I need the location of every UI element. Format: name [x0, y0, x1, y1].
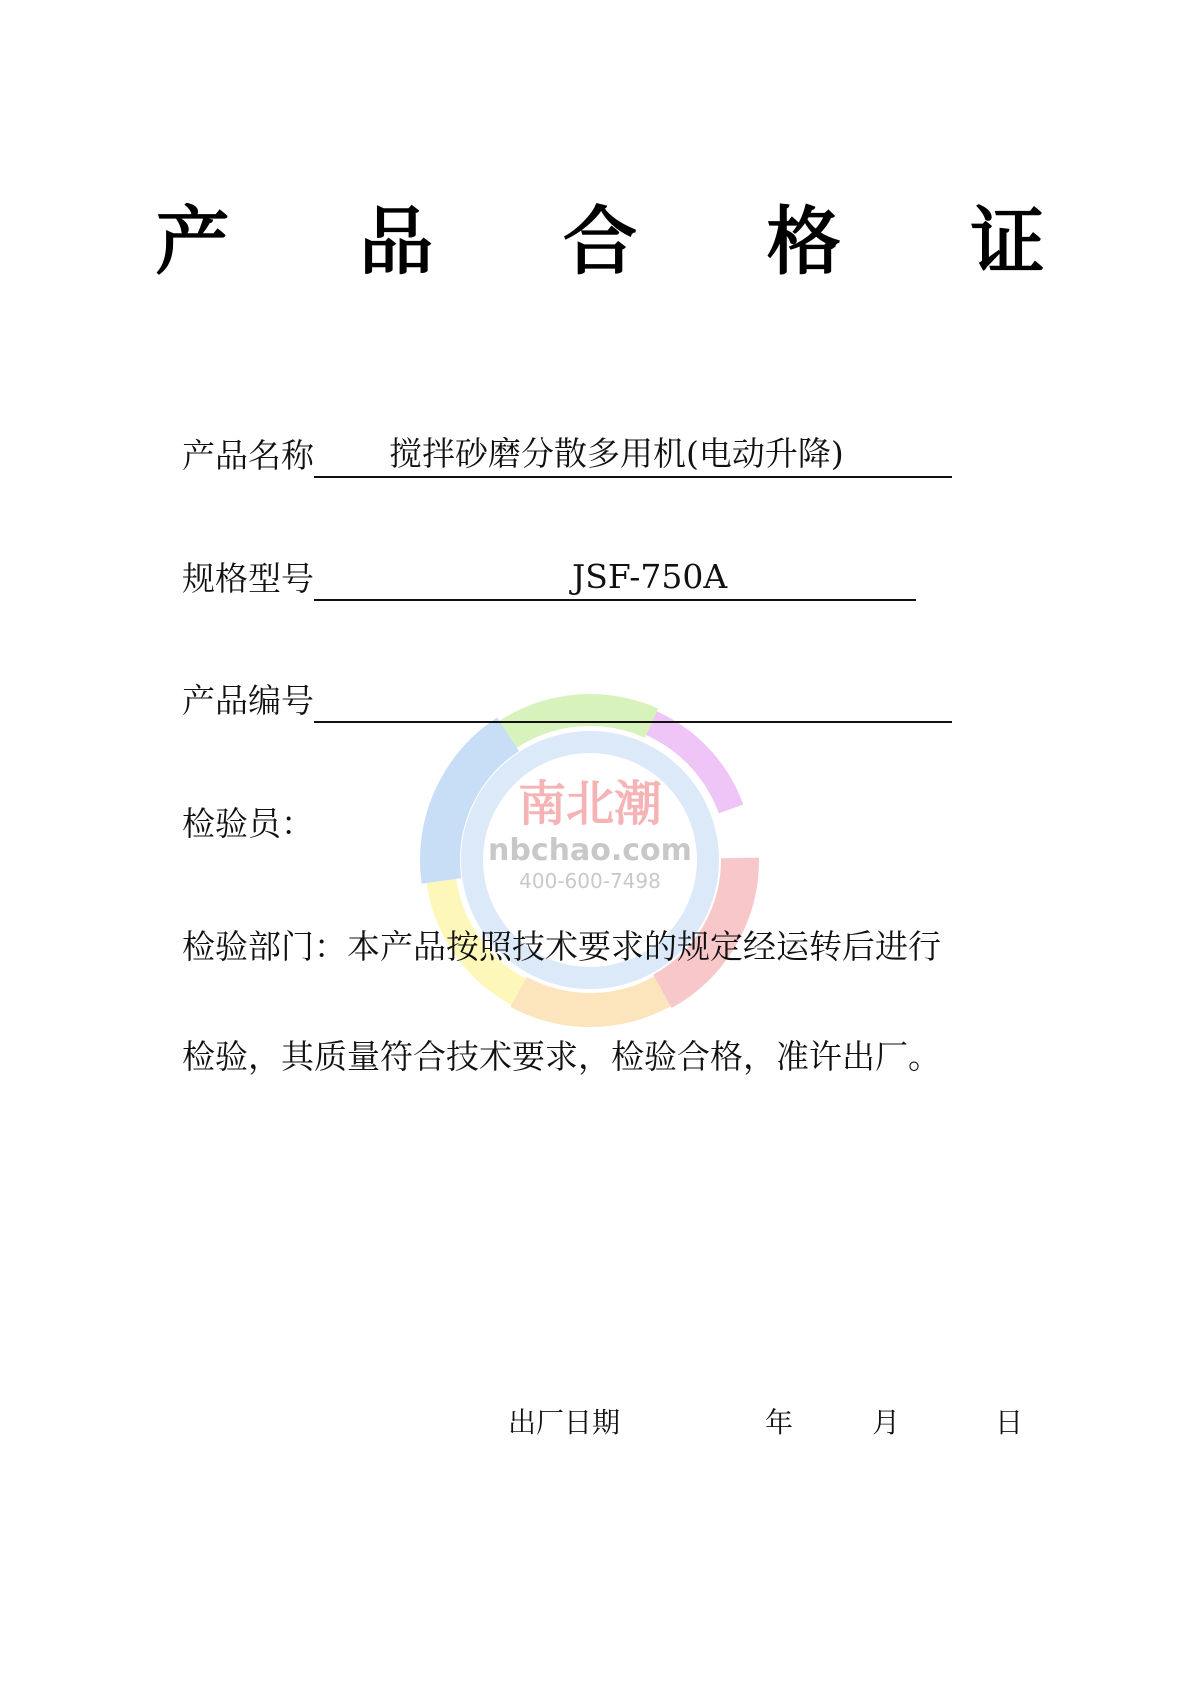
model-line[interactable]: [314, 557, 916, 601]
page-title: 产 品 合 格 证: [155, 199, 1097, 285]
watermark-ring-icon: [390, 670, 790, 1050]
day-label: 日: [995, 1406, 1024, 1439]
model-value: JSF-750A: [572, 557, 728, 596]
product-name-label: 产品名称: [182, 436, 314, 475]
inspector-label: 检验员：: [182, 804, 314, 843]
inspector-row: [182, 802, 314, 846]
watermark-phone: 400-600-7498: [519, 869, 661, 893]
watermark-logo: [390, 670, 790, 1050]
product-name-line[interactable]: [314, 434, 952, 478]
department-line-2: 检验，其质量符合技术要求，检验合格，准许出厂。: [182, 1037, 941, 1076]
department-line-1: 检验部门：本产品按照技术要求的规定经运转后进行: [182, 927, 941, 966]
model-row: [182, 557, 916, 601]
serial-line[interactable]: [314, 679, 952, 723]
month-label: 月: [872, 1406, 901, 1439]
watermark-brand-cn: 南北潮: [517, 776, 663, 832]
serial-row: [182, 679, 952, 723]
model-label: 规格型号: [182, 559, 314, 598]
product-name-value: 搅拌砂磨分散多用机(电动升降): [389, 434, 844, 473]
date-label: 出厂日期: [508, 1406, 621, 1439]
serial-label: 产品编号: [182, 681, 314, 720]
product-name-row: [182, 434, 952, 478]
year-label: 年: [765, 1406, 794, 1439]
watermark-brand-en: nbchao.com: [488, 833, 692, 868]
